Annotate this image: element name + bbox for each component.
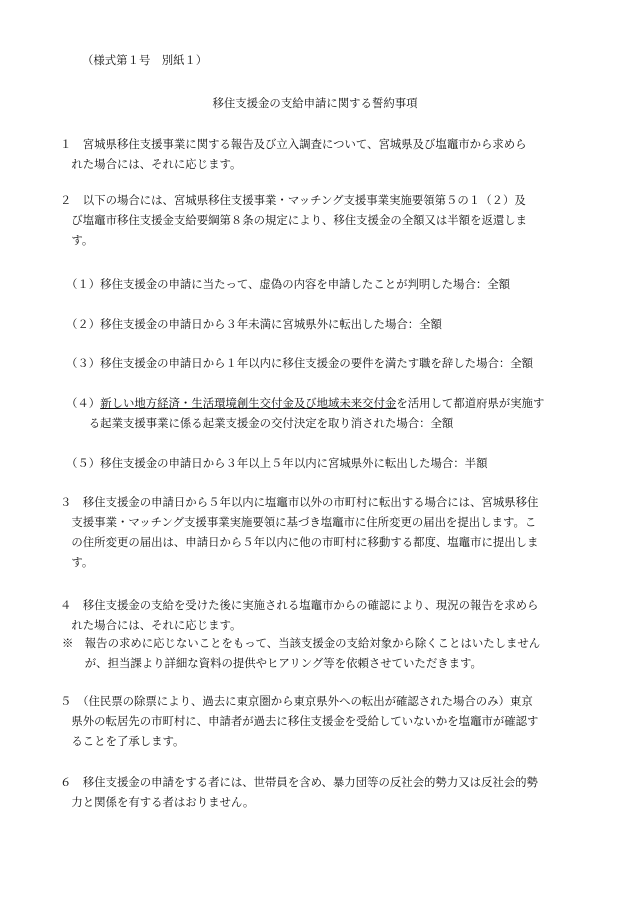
item-6-line-1: ６ 移住支援金の申請をする者には、世帯員を含め、暴力団等の反社会的勢力又は反社会的勢 [60,775,538,789]
item-5-line-3: ることを了承します。 [60,734,185,748]
item-6 [60,772,560,812]
form-label: （様式第１号 別紙１） [82,53,208,67]
condition-2-text: （２）移住支援金の申請日から３年未満に宮城県外に転出した場合：全額 [66,317,442,331]
item-1-line-1: １ 宮城県移住支援事業に関する報告及び立入調査について、宮城県及び塩竈市から求めら [60,137,527,151]
condition-4-prefix: （４） [66,396,101,410]
item-2-line-2: び塩竈市移住支援金支給要綱第８条の規定により、移住支援金の全額又は半額を返還しま [60,213,528,227]
item-3 [60,492,560,572]
condition-4-line-1 [66,393,566,413]
item-3-line-3: の住所変更の届出は、申請日から５年以内に他の市町村に移動する都度、塩竈市に提出しま [60,535,539,549]
condition-5-text: （５）移住支援金の申請日から３年以上５年以内に宮城県外に転出した場合：半額 [66,456,488,470]
condition-4 [66,393,566,433]
item-3-line-1: ３ 移住支援金の申請日から５年以内に塩竈市以外の市町村に転出する場合には、宮城県移住 [60,495,539,509]
item-3-line-4: す。 [60,555,94,569]
item-4-line-2: れた場合には、それに応じます。 [60,618,242,632]
condition-1 [66,274,566,294]
note-line-1: ※ 報告の求めに応じないことをもって、当該支援金の支給対象から除くことはいたしません [62,636,541,650]
document-title: 移住支援金の支給申請に関する誓約事項 [212,96,418,110]
item-2-line-3: す。 [60,233,94,247]
item-5-line-1: ５ （住民票の除票により、過去に東京圏から東京県外への転出が確認された場合のみ）東京 [60,694,533,708]
item-5-line-2: 県外の転居先の市町村に、申請者が過去に移住支援金を受給していないかを塩竈市が確認す [60,714,539,728]
condition-4-line-1-rest: を活用して都道府県が実施す [396,396,545,410]
condition-5 [66,453,566,473]
condition-4-line-2: る起業支援事業に係る起業支援金の交付決定を取り消された場合：全額 [66,416,454,430]
item-6-line-2: 力と関係を有する者はおりません。 [60,795,255,809]
note-line-2: が、担当課より詳細な資料の提供やヒアリング等を依頼させていただきます。 [62,656,482,670]
note [62,633,562,673]
condition-4-underlined-fund-name: 新しい地方経済・生活環境創生交付金及び地域未来交付金 [100,396,397,410]
item-4 [60,595,560,635]
condition-3 [66,353,566,373]
item-1-line-2: れた場合には、それに応じます。 [60,157,242,171]
condition-1-text: （１）移住支援金の申請に当たって、虚偽の内容を申請したことが判明した場合：全額 [66,277,511,291]
item-2-line-1: ２ 以下の場合には、宮城県移住支援事業・マッチング支援事業実施要領第５の１（２）及 [60,193,526,207]
item-3-line-2: 支援事業・マッチング支援事業実施要領に基づき塩竈市に住所変更の届出を提出します。こ [60,515,537,529]
condition-2 [66,314,566,334]
item-2 [60,190,560,250]
condition-3-text: （３）移住支援金の申請日から１年以内に移住支援金の要件を満たす職を辞した場合：全額 [66,356,534,370]
item-5 [60,691,560,751]
item-1 [60,134,560,174]
item-4-line-1: ４ 移住支援金の支給を受けた後に実施される塩竈市からの確認により、現況の報告を求めら [60,598,539,612]
